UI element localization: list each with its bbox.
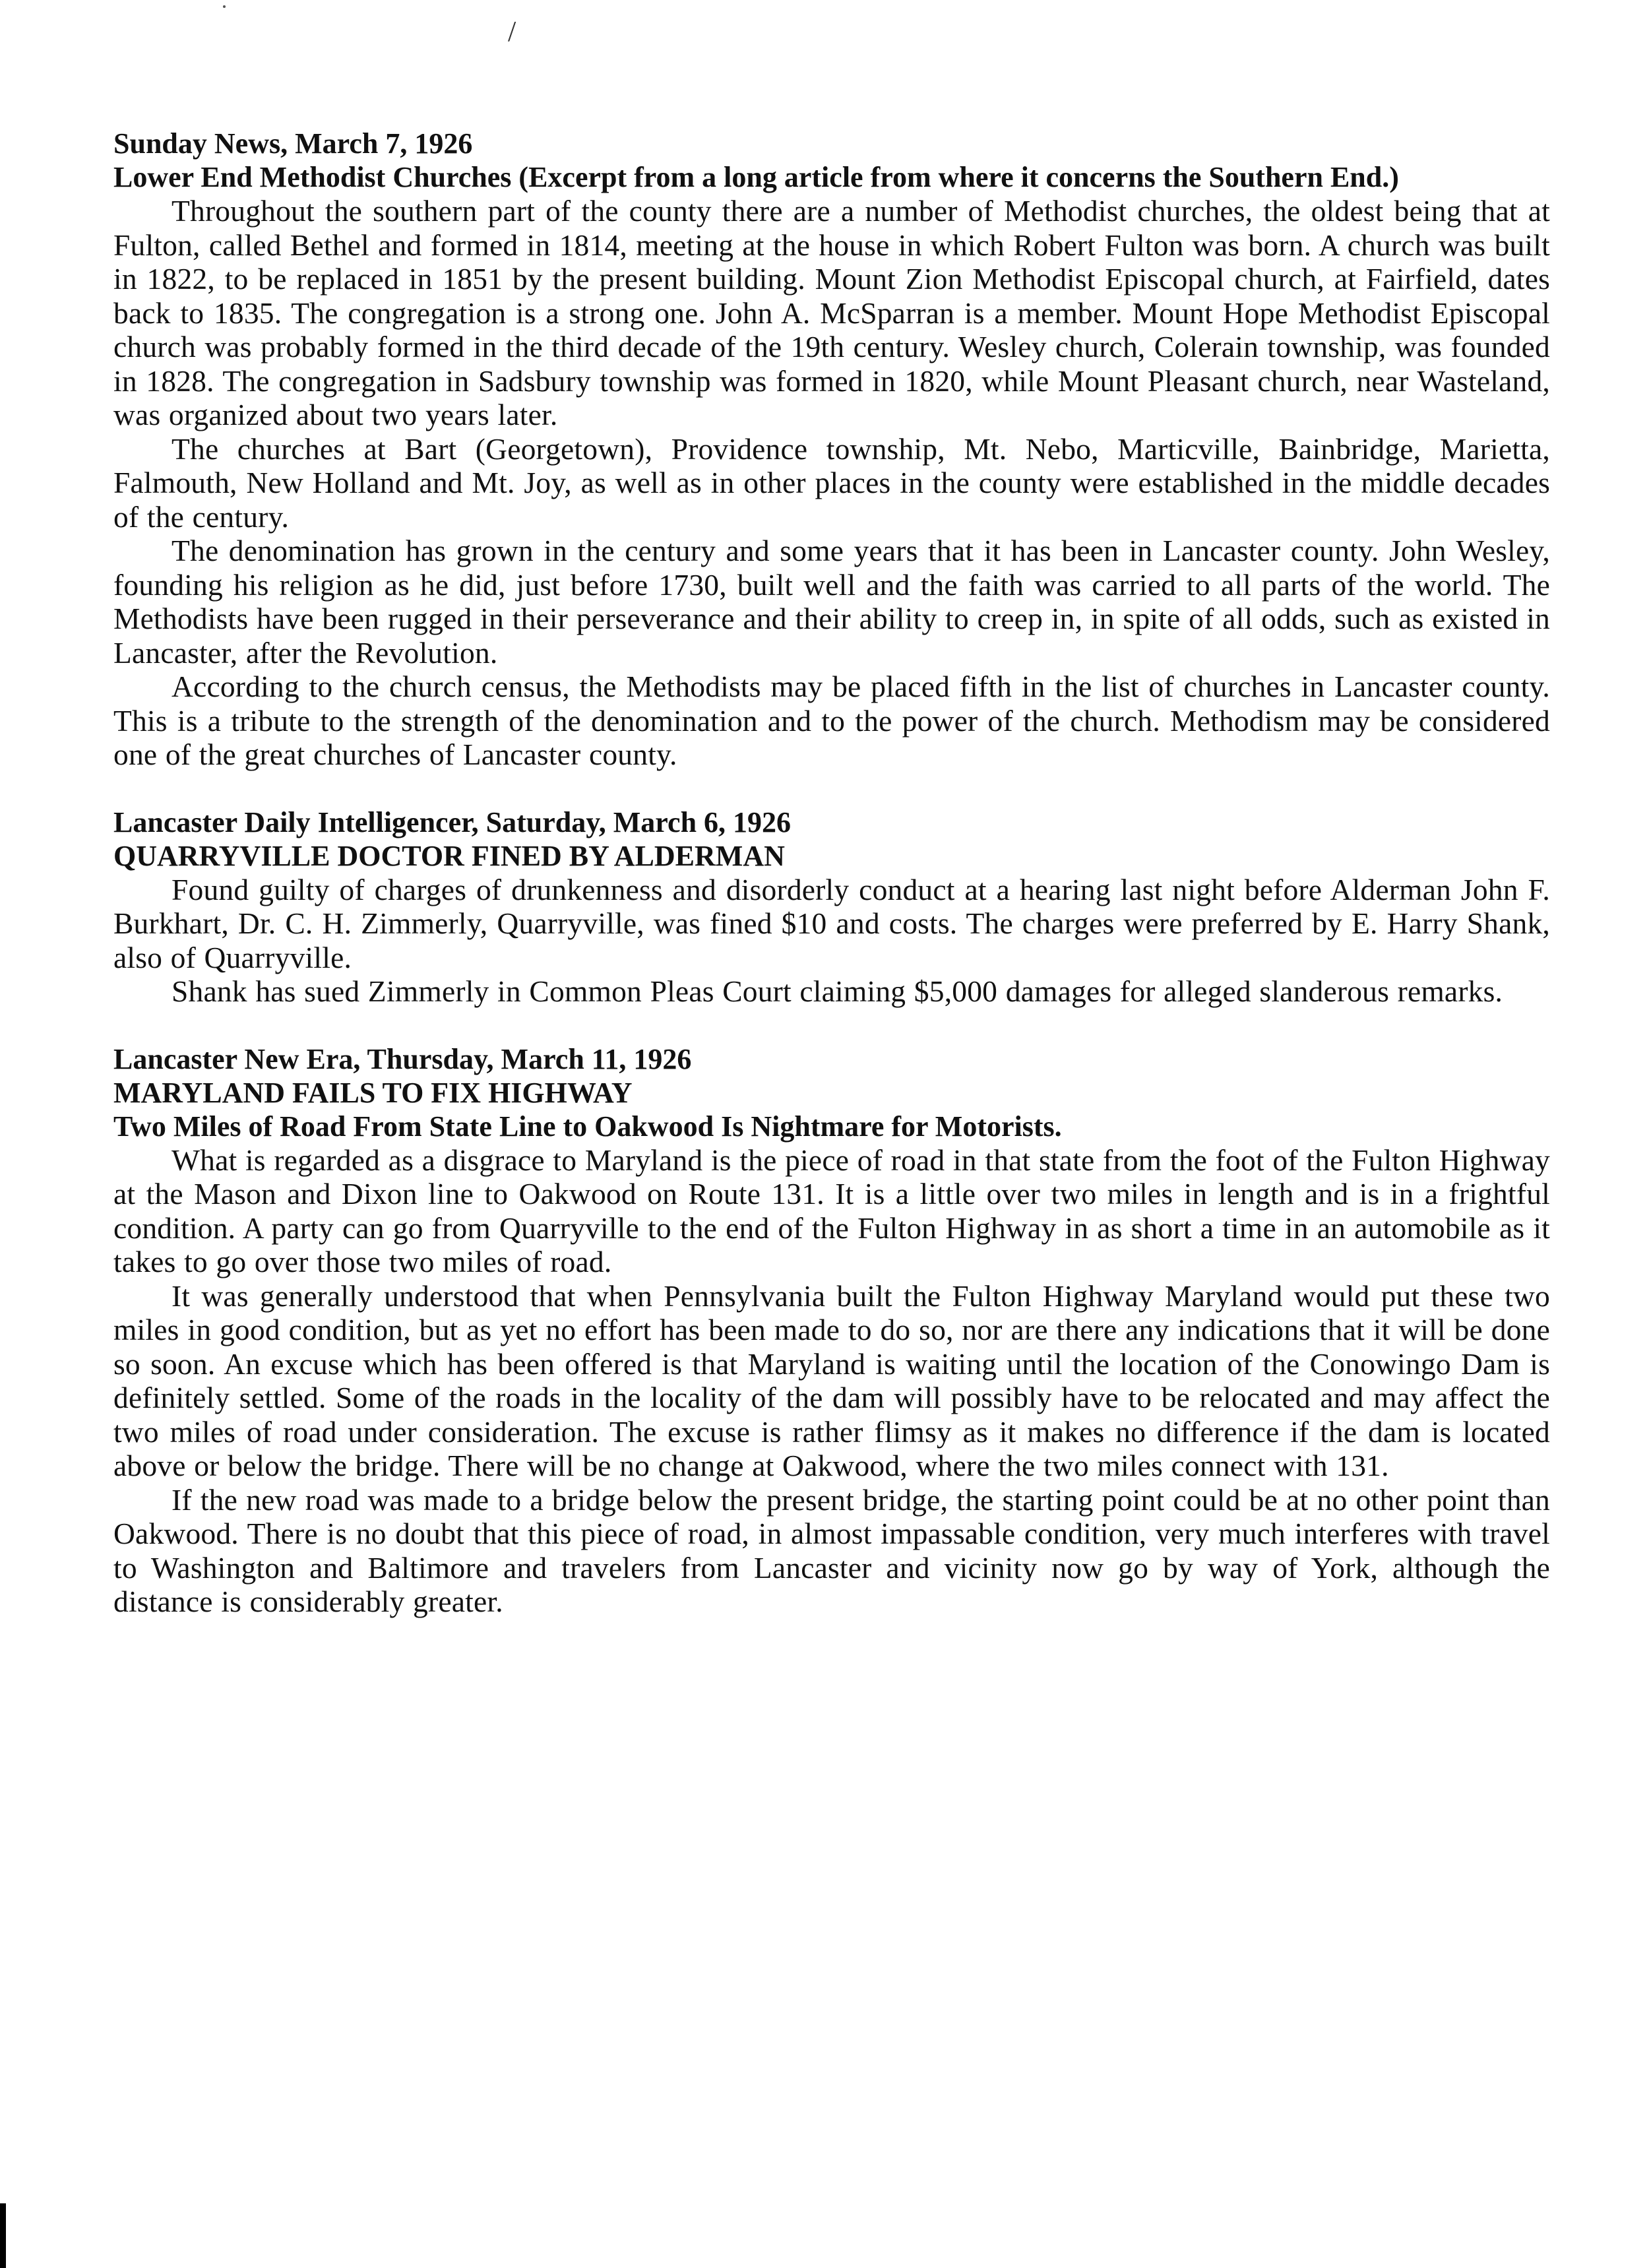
article-headline: Lower End Methodist Churches (Excerpt from a long article from where it concerns the Southern End.) <box>113 161 1399 193</box>
article-source: Sunday News, March 7, 1926 <box>113 127 473 160</box>
article-paragraph: If the new road was made to a bridge below the present bridge, the starting point could be at no other point than Oakwood. There is no doubt that this piece of road, in almost impassable condition, very much interferes with travel to Washington and Baltimore and travelers from Lancaster and vicinity now go by way of York, although the distance is considerably greater. <box>113 1482 1550 1618</box>
article-maryland-highway <box>113 1042 1550 1619</box>
article-paragraph: Shank has sued Zimmerly in Common Pleas Court claiming $5,000 damages for alleged slanderous remarks. <box>171 974 1503 1008</box>
article-headline: QUARRYVILLE DOCTOR FINED BY ALDERMAN <box>113 839 785 872</box>
article-headline: MARYLAND FAILS TO FIX HIGHWAY <box>113 1076 633 1109</box>
article-paragraph: Found guilty of charges of drunkenness and disorderly conduct at a hearing last night before Alderman John F. Burkhart, Dr. C. H. Zimmerly, Quarryville, was fined $10 and costs. The charges were preferred by E. Harry Shank, also of Quarryville. <box>113 872 1550 974</box>
article-paragraph: The churches at Bart (Georgetown), Providence township, Mt. Nebo, Marticville, Bainbridge, Marietta, Falmouth, New Holland and Mt. Joy, as well as in other places in the county were established in the middle decades of the century. <box>113 431 1550 534</box>
stray-pen-mark: / <box>508 15 516 47</box>
article-paragraph: According to the church census, the Methodists may be placed fifth in the list of churches in Lancaster county. This is a tribute to the strength of the denomination and to the power of the church. Methodism may be considered one of the great churches of Lancaster county. <box>113 670 1550 771</box>
article-paragraph: The denomination has grown in the century and some years that it has been in Lancaster county. John Wesley, founding his religion as he did, just before 1730, built well and the faith was carried to all parts of the world. The Methodists have been rugged in their perseverance and their ability to creep in, in spite of all odds, such as existed in Lancaster, after the Revolution. <box>113 534 1550 670</box>
article-paragraph: It was generally understood that when Pennsylvania built the Fulton Highway Maryland would put these two miles in good condition, but as yet no effort has been made to do so, nor are there any indications that it will be done so soon. An excuse which has been offered is that Maryland is waiting until the location of the Conowingo Dam is definitely settled. Some of the roads in the locality of the dam will possibly have to be relocated and may affect the two miles of road under consideration. The excuse is rather flimsy as it makes no difference if the dam is located above or below the bridge. There will be no change at Oakwood, where the two miles connect with 131. <box>113 1278 1550 1482</box>
article-source: Lancaster New Era, Thursday, March 11, 1926 <box>113 1042 692 1075</box>
article-methodist-churches <box>113 127 1550 772</box>
article-paragraph: Throughout the southern part of the county there are a number of Methodist churches, the oldest being that at Fulton, called Bethel and formed in 1814, meeting at the house in which Robert Fulton was born. A church was built in 1822, to be replaced in 1851 by the present building. Mount Zion Methodist Episcopal church, at Fairfield, dates back to 1835. The congregation is a strong one. John A. McSparran is a member. Mount Hope Methodist Episcopal church was probably formed in the third decade of the 19th century. Wesley church, Colerain township, was founded in 1828. The congregation in Sadsbury township was formed in 1820, while Mount Pleasant church, near Wasteland, was organized about two years later. <box>113 194 1550 431</box>
article-quarryville-doctor <box>113 805 1550 1009</box>
scan-speck <box>223 5 226 8</box>
article-subheadline: Two Miles of Road From State Line to Oakwood Is Nightmare for Motorists. <box>113 1110 1062 1143</box>
document-page <box>113 127 1550 1653</box>
scan-edge-bar <box>0 2203 6 2268</box>
article-source: Lancaster Daily Intelligencer, Saturday, March 6, 1926 <box>113 805 792 838</box>
article-paragraph: What is regarded as a disgrace to Maryland is the piece of road in that state from the foot of the Fulton Highway at the Mason and Dixon line to Oakwood on Route 131. It is a little over two miles in length and is in a frightful condition. A party can go from Quarryville to the end of the Fulton Highway in as short a time in an automobile as it takes to go over those two miles of road. <box>113 1143 1550 1278</box>
